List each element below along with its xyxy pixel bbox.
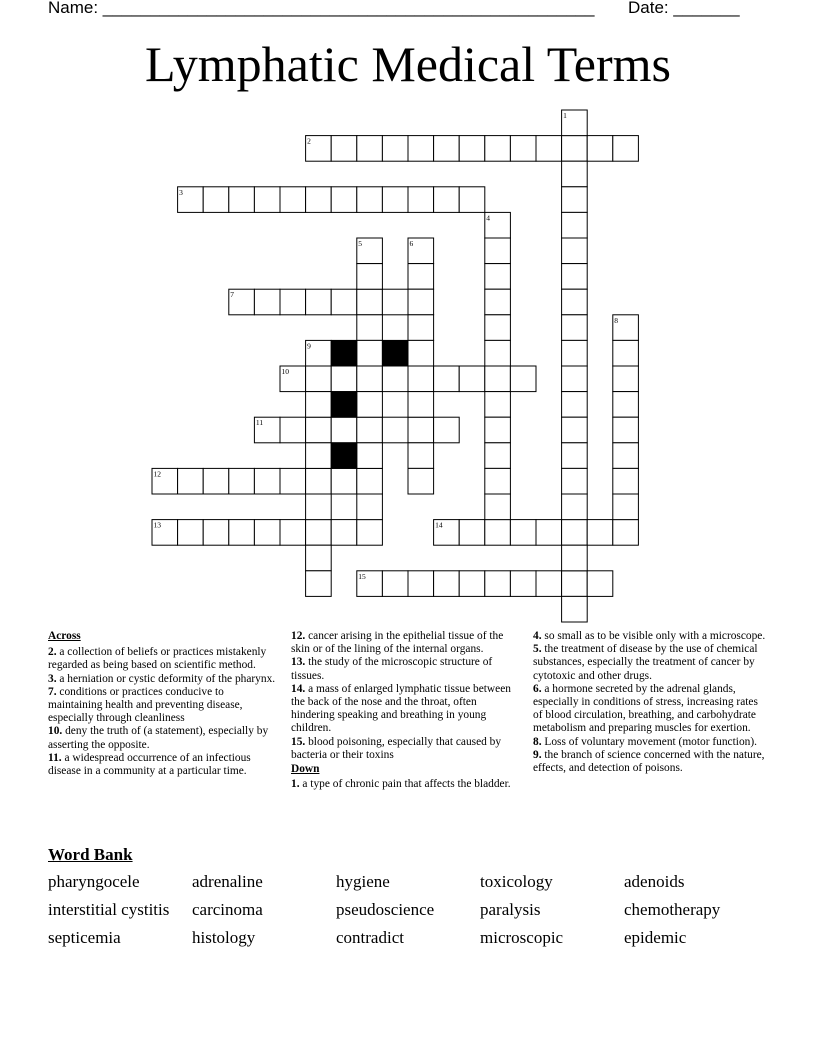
grid-cell[interactable] bbox=[382, 187, 408, 213]
grid-cell[interactable] bbox=[357, 315, 383, 341]
clue bbox=[533, 630, 769, 643]
black-cell bbox=[382, 340, 408, 366]
grid-cell[interactable] bbox=[357, 468, 383, 494]
grid-cell[interactable] bbox=[408, 417, 434, 443]
clue-number: 14 bbox=[435, 520, 443, 530]
word-bank-item: paralysis bbox=[480, 900, 541, 919]
grid-cell[interactable] bbox=[254, 520, 280, 546]
clue-text: the study of the microscopic structure of tissues. bbox=[291, 656, 493, 682]
clue-text: cancer arising in the epithelial tissue of the skin or of the lining of the internal organs. bbox=[291, 630, 504, 656]
grid-cell[interactable] bbox=[382, 417, 408, 443]
grid-cell[interactable] bbox=[485, 136, 511, 162]
across-heading: Across bbox=[48, 630, 81, 642]
grid-cell[interactable] bbox=[357, 289, 383, 315]
word-bank-item: interstitial cystitis bbox=[48, 900, 170, 919]
clue bbox=[48, 752, 276, 778]
grid-cell[interactable] bbox=[562, 136, 588, 162]
grid-cell[interactable] bbox=[178, 187, 204, 213]
grid-cell[interactable] bbox=[562, 161, 588, 187]
grid-cell[interactable] bbox=[510, 520, 536, 546]
grid-cell[interactable] bbox=[459, 520, 485, 546]
grid-cell[interactable] bbox=[306, 289, 332, 315]
clue-text: blood poisoning, especially that caused by bacteria or their toxins bbox=[291, 735, 502, 761]
clues-column-1 bbox=[48, 630, 276, 778]
clue bbox=[291, 656, 523, 682]
clue-text: Loss of voluntary movement (motor function). bbox=[541, 735, 757, 748]
grid-cell[interactable] bbox=[613, 315, 639, 341]
word-bank-item: histology bbox=[192, 928, 256, 947]
clue bbox=[291, 736, 523, 762]
clue-text: a hormone secreted by the adrenal glands, especially in conditions of stress, increasing rates of blood circulation, breathing, and carbohydrate metabolism and preparing muscles for exertion. bbox=[533, 682, 758, 735]
clue-number-label: 11. bbox=[48, 751, 62, 764]
grid-cell[interactable] bbox=[203, 520, 229, 546]
grid-cell[interactable] bbox=[331, 520, 357, 546]
clue bbox=[533, 736, 769, 749]
grid-cell[interactable] bbox=[459, 366, 485, 392]
grid-cell[interactable] bbox=[306, 571, 332, 597]
grid-cell[interactable] bbox=[178, 468, 204, 494]
grid-cell[interactable] bbox=[562, 520, 588, 546]
grid-cell[interactable] bbox=[408, 136, 434, 162]
grid-cell[interactable] bbox=[229, 468, 255, 494]
grid-cell[interactable] bbox=[613, 520, 639, 546]
grid-cell[interactable] bbox=[613, 417, 639, 443]
clue-number: 1 bbox=[563, 111, 567, 120]
clue-number-label: 3. bbox=[48, 672, 57, 685]
black-cell bbox=[331, 443, 357, 469]
grid-cell[interactable] bbox=[459, 136, 485, 162]
clue-number: 15 bbox=[358, 571, 366, 581]
grid-cell[interactable] bbox=[562, 340, 588, 366]
clue bbox=[48, 725, 276, 751]
grid-cell[interactable] bbox=[306, 366, 332, 392]
grid-cell[interactable] bbox=[562, 596, 588, 622]
clue-text: the treatment of disease by the use of chemical substances, especially the treatment of cancer by cytotoxic and other drugs. bbox=[533, 643, 758, 682]
grid-cell[interactable] bbox=[485, 315, 511, 341]
clue-number: 12 bbox=[153, 469, 161, 479]
grid-cell[interactable] bbox=[434, 136, 460, 162]
down-clue-list-continued bbox=[533, 630, 769, 775]
clue-number: 4 bbox=[486, 213, 491, 223]
grid-cell[interactable] bbox=[306, 545, 332, 571]
grid-cell[interactable] bbox=[562, 392, 588, 418]
clue bbox=[291, 778, 523, 791]
grid-cell[interactable] bbox=[306, 417, 332, 443]
word-bank-item: adenoids bbox=[624, 872, 685, 891]
clue-number-label: 8. bbox=[533, 735, 542, 748]
grid-cell[interactable] bbox=[510, 136, 536, 162]
header bbox=[48, 0, 740, 18]
grid-cell[interactable] bbox=[382, 136, 408, 162]
grid-cell[interactable] bbox=[306, 340, 332, 366]
clue bbox=[291, 683, 523, 736]
grid-cell[interactable] bbox=[562, 545, 588, 571]
grid-cell[interactable] bbox=[434, 187, 460, 213]
grid-cell[interactable] bbox=[280, 520, 306, 546]
black-cell bbox=[331, 392, 357, 418]
grid-cell[interactable] bbox=[357, 417, 383, 443]
grid-cell[interactable] bbox=[613, 366, 639, 392]
grid-cell[interactable] bbox=[485, 392, 511, 418]
grid-cell[interactable] bbox=[587, 136, 613, 162]
grid-cell[interactable] bbox=[254, 417, 280, 443]
clue-number-label: 9. bbox=[533, 748, 542, 761]
grid-cell[interactable] bbox=[280, 187, 306, 213]
down-clue-list bbox=[291, 778, 523, 791]
grid-cell[interactable] bbox=[562, 468, 588, 494]
clue-number: 6 bbox=[409, 239, 414, 248]
clue-text: the branch of science concerned with the nature, effects, and detection of poisons. bbox=[533, 748, 765, 775]
grid-cell[interactable] bbox=[357, 340, 383, 366]
grid-cell[interactable] bbox=[536, 571, 562, 597]
grid-cell[interactable] bbox=[229, 187, 255, 213]
clue-number-label: 4. bbox=[533, 630, 542, 642]
across-clue-list bbox=[48, 646, 276, 778]
grid-cell[interactable] bbox=[254, 468, 280, 494]
clue bbox=[533, 683, 769, 736]
clue-number: 7 bbox=[230, 290, 235, 300]
grid-cell[interactable] bbox=[178, 520, 204, 546]
grid-cell[interactable] bbox=[562, 494, 588, 520]
clue-number: 3 bbox=[179, 187, 183, 197]
black-cell bbox=[331, 340, 357, 366]
grid-cell[interactable] bbox=[613, 494, 639, 520]
clue-number-label: 5. bbox=[533, 643, 542, 656]
grid-cell[interactable] bbox=[434, 366, 460, 392]
grid-cell[interactable] bbox=[331, 136, 357, 162]
grid-cell[interactable] bbox=[562, 264, 588, 290]
grid-cell[interactable] bbox=[357, 136, 383, 162]
clue-number-label: 13. bbox=[291, 656, 306, 669]
grid-cell[interactable] bbox=[382, 366, 408, 392]
grid-cell[interactable] bbox=[254, 187, 280, 213]
clue-number-label: 6. bbox=[533, 682, 542, 695]
grid-cell[interactable] bbox=[254, 289, 280, 315]
clue-number: 2 bbox=[307, 136, 311, 146]
word-bank-item: microscopic bbox=[480, 928, 564, 947]
word-bank-item: adrenaline bbox=[192, 872, 263, 891]
grid-cell[interactable] bbox=[152, 520, 178, 546]
clue-number: 11 bbox=[255, 418, 264, 428]
clue-number-label: 7. bbox=[48, 685, 57, 698]
clue-number-label: 10. bbox=[48, 725, 63, 738]
grid-cell[interactable] bbox=[562, 212, 588, 238]
grid-cell[interactable] bbox=[306, 187, 332, 213]
grid-cell[interactable] bbox=[485, 520, 511, 546]
grid-cell[interactable] bbox=[408, 187, 434, 213]
clue-number-label: 2. bbox=[48, 646, 57, 659]
grid-cell[interactable] bbox=[357, 443, 383, 469]
grid-cell[interactable] bbox=[408, 571, 434, 597]
grid-cell[interactable] bbox=[280, 289, 306, 315]
clue-text: so small as to be visible only with a microscope. bbox=[541, 630, 766, 642]
grid-cell[interactable] bbox=[306, 520, 332, 546]
grid-cell[interactable] bbox=[280, 468, 306, 494]
grid-cell[interactable] bbox=[613, 136, 639, 162]
grid-cell[interactable] bbox=[562, 443, 588, 469]
grid-cell[interactable] bbox=[331, 366, 357, 392]
grid-cell[interactable] bbox=[357, 494, 383, 520]
clue-text: a herniation or cystic deformity of the pharynx. bbox=[56, 672, 276, 685]
clue-number-label: 14. bbox=[291, 682, 306, 695]
word-bank-item: septicemia bbox=[48, 928, 121, 947]
grid-cell[interactable] bbox=[357, 264, 383, 290]
grid-cell[interactable] bbox=[408, 392, 434, 418]
grid-cell[interactable] bbox=[459, 187, 485, 213]
grid-cell[interactable] bbox=[357, 187, 383, 213]
grid-cell[interactable] bbox=[562, 187, 588, 213]
grid-cell[interactable] bbox=[357, 392, 383, 418]
grid-cell[interactable] bbox=[485, 340, 511, 366]
grid-cell[interactable] bbox=[306, 494, 332, 520]
date-field-label[interactable]: Date: _______ bbox=[628, 0, 740, 17]
word-bank-item: contradict bbox=[336, 928, 404, 947]
grid-cell[interactable] bbox=[485, 264, 511, 290]
word-bank-item: hygiene bbox=[336, 872, 390, 891]
grid-cell[interactable] bbox=[485, 494, 511, 520]
grid-cell[interactable] bbox=[306, 136, 332, 162]
grid-cell[interactable] bbox=[485, 468, 511, 494]
grid-cell[interactable] bbox=[459, 571, 485, 597]
grid-cell[interactable] bbox=[331, 417, 357, 443]
grid-cell[interactable] bbox=[562, 110, 588, 136]
grid-cell[interactable] bbox=[485, 443, 511, 469]
grid-cell[interactable] bbox=[408, 238, 434, 264]
grid-cell[interactable] bbox=[613, 468, 639, 494]
clue-text: a widespread occurrence of an infectious disease in a community at a particular time. bbox=[48, 751, 251, 778]
grid-cell[interactable] bbox=[587, 520, 613, 546]
clue-text: a mass of enlarged lymphatic tissue between the back of the nose and the throat, often hindering speaking and breathing in young children. bbox=[291, 682, 511, 735]
word-bank-item: toxicology bbox=[480, 872, 553, 891]
grid-cell[interactable] bbox=[357, 520, 383, 546]
word-bank-item: carcinoma bbox=[192, 900, 263, 919]
grid-cell[interactable] bbox=[434, 520, 460, 546]
grid-cell[interactable] bbox=[613, 340, 639, 366]
clue-number-label: 1. bbox=[291, 778, 300, 791]
grid-cell[interactable] bbox=[485, 212, 511, 238]
grid-cell[interactable] bbox=[229, 520, 255, 546]
grid-cell[interactable] bbox=[562, 315, 588, 341]
grid-cell[interactable] bbox=[562, 417, 588, 443]
grid-cell[interactable] bbox=[485, 289, 511, 315]
clue-number: 9 bbox=[307, 341, 311, 351]
grid-cell[interactable] bbox=[331, 187, 357, 213]
word-bank-item: chemotherapy bbox=[624, 900, 721, 919]
grid-cell[interactable] bbox=[536, 136, 562, 162]
word-bank-item: pharyngocele bbox=[48, 872, 140, 891]
grid-cell[interactable] bbox=[485, 417, 511, 443]
clue bbox=[48, 646, 276, 672]
grid-cell[interactable] bbox=[229, 289, 255, 315]
grid-cell[interactable] bbox=[357, 571, 383, 597]
grid-cell[interactable] bbox=[562, 289, 588, 315]
grid-cell[interactable] bbox=[203, 187, 229, 213]
grid-cell[interactable] bbox=[408, 443, 434, 469]
grid-cell[interactable] bbox=[408, 366, 434, 392]
word-bank-item: pseudoscience bbox=[336, 900, 435, 919]
grid-cell[interactable] bbox=[408, 315, 434, 341]
clue bbox=[533, 749, 769, 775]
grid-cell[interactable] bbox=[382, 571, 408, 597]
word-bank-title: Word Bank bbox=[48, 845, 133, 864]
grid-cell[interactable] bbox=[510, 571, 536, 597]
clue-text: a collection of beliefs or practices mistakenly regarded as being based on scientific method. bbox=[48, 646, 267, 672]
clue bbox=[48, 686, 276, 726]
grid-cell[interactable] bbox=[562, 571, 588, 597]
grid-cell[interactable] bbox=[306, 468, 332, 494]
grid-cell[interactable] bbox=[562, 238, 588, 264]
clue-number: 5 bbox=[358, 239, 363, 248]
grid-cell[interactable] bbox=[331, 289, 357, 315]
grid-cell[interactable] bbox=[408, 340, 434, 366]
grid-cell[interactable] bbox=[357, 238, 383, 264]
clue-text: deny the truth of (a statement), especially by asserting the opposite. bbox=[48, 725, 269, 751]
clue-number: 8 bbox=[614, 315, 619, 325]
grid-cell[interactable] bbox=[306, 443, 332, 469]
clue-text: conditions or practices conducive to maintaining health and preventing disease, especially through cleanliness bbox=[48, 685, 243, 725]
clue bbox=[291, 630, 523, 656]
word-bank bbox=[48, 872, 768, 956]
grid-cell[interactable] bbox=[306, 392, 332, 418]
grid-cell[interactable] bbox=[485, 366, 511, 392]
page-title: Lymphatic Medical Terms bbox=[144, 36, 671, 92]
grid-cell[interactable] bbox=[408, 264, 434, 290]
grid-cell[interactable] bbox=[562, 366, 588, 392]
clues-column-3 bbox=[533, 630, 769, 775]
clue-number: 13 bbox=[153, 520, 161, 530]
grid-cell[interactable] bbox=[613, 392, 639, 418]
name-field-label[interactable]: Name: ____________________________________________________ bbox=[48, 0, 595, 17]
grid-cell[interactable] bbox=[203, 468, 229, 494]
grid-cell[interactable] bbox=[357, 366, 383, 392]
grid-cell[interactable] bbox=[331, 468, 357, 494]
clue-text: a type of chronic pain that affects the bladder. bbox=[299, 778, 511, 791]
word-bank-item: epidemic bbox=[624, 928, 687, 947]
grid-cell[interactable] bbox=[152, 468, 178, 494]
grid-cell[interactable] bbox=[485, 238, 511, 264]
grid-cell[interactable] bbox=[434, 417, 460, 443]
grid-cell[interactable] bbox=[280, 417, 306, 443]
grid-cell[interactable] bbox=[434, 571, 460, 597]
clue bbox=[533, 643, 769, 683]
grid-cell[interactable] bbox=[613, 443, 639, 469]
grid-cell[interactable] bbox=[408, 289, 434, 315]
grid-cell[interactable] bbox=[382, 289, 408, 315]
grid-cell[interactable] bbox=[587, 571, 613, 597]
clue-number-label: 15. bbox=[291, 735, 306, 748]
grid-cell[interactable] bbox=[280, 366, 306, 392]
clues-column-2 bbox=[291, 630, 523, 791]
grid-cell[interactable] bbox=[510, 366, 536, 392]
grid-cell[interactable] bbox=[485, 571, 511, 597]
clue-number: 10 bbox=[281, 367, 289, 376]
clue-number-label: 12. bbox=[291, 630, 306, 642]
grid-cell[interactable] bbox=[408, 468, 434, 494]
down-heading: Down bbox=[291, 763, 320, 776]
clue bbox=[48, 673, 276, 686]
across-clue-list-continued bbox=[291, 630, 523, 762]
grid-cell[interactable] bbox=[536, 520, 562, 546]
